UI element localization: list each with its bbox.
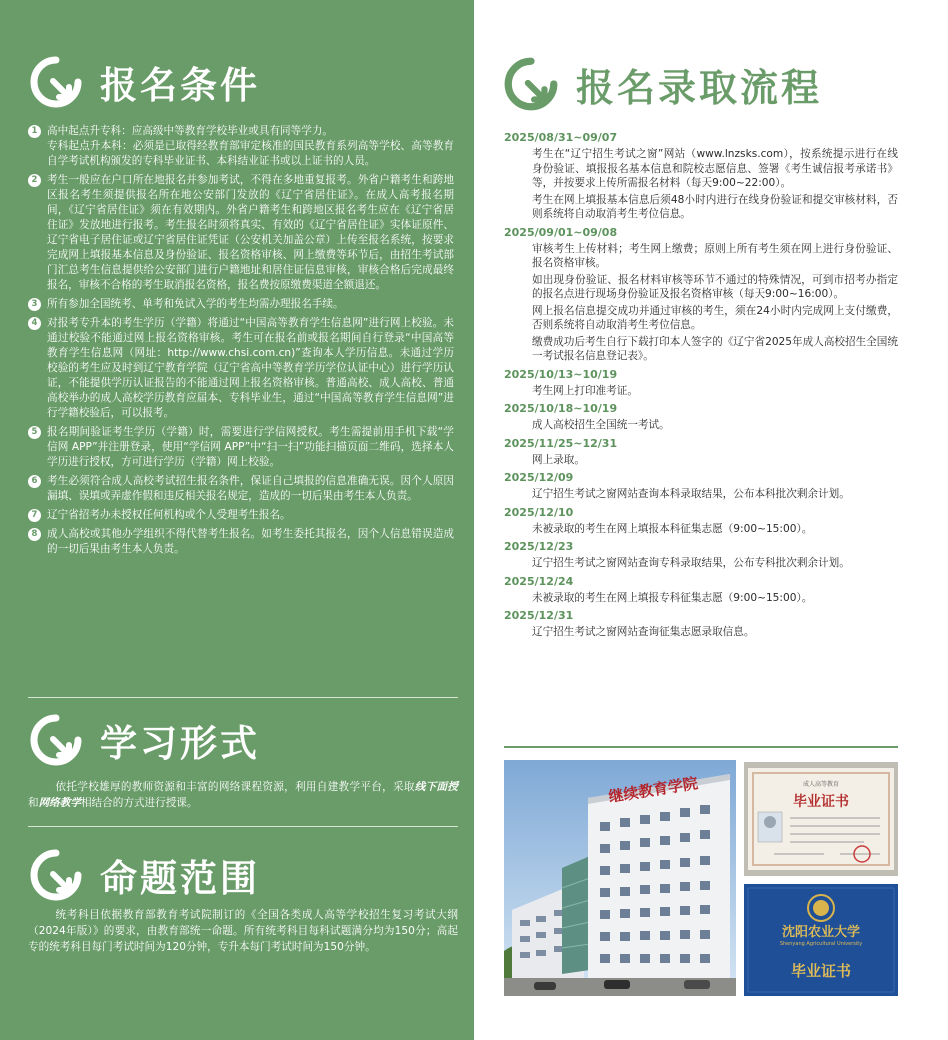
section-title: 命题范围 <box>100 856 260 900</box>
condition-item <box>28 297 454 312</box>
flow-item: 成人高校招生全国统一考试。 <box>532 419 670 431</box>
cert-school-en: Shenyang Agricultural University <box>779 941 863 947</box>
section-title: 报名录取流程 <box>576 64 823 110</box>
scope-paragraph: 统考科目依据教育部教育考试院制订的《全国各类成人高等学校招生复习考试大纲（2024年版）》的要求，由教育部统一命题。所有统考科目每科试题满分均为150分；高起专的统考科目每门考试时间为120分钟，专升本每门考试时间为150分钟。 <box>28 909 458 953</box>
condition-line: 对报考专升本的考生学历（学籍）将通过“中国高等教育学生信息网”进行网上校验。未通过校验不能通过网上报名资格审核。考生可在报名前或报名期间自行登录“中国高等教育学生信息网（网址：http://www.chsi.com.cn)”查询本人学历信息。未通过学历校验的考生应及时到辽宁教育学院（辽宁省高中等教育学历学位认证中心）进行学历认证，不能提供学历认证报告的不能通过网上报名资格审核。普通高校、成人高校、普通高校举办的成人高校学历教育应届本、专科毕业生，通过“中国高等教育学生信息网”进行学籍校验后，可以报考。 <box>47 317 454 419</box>
condition-item <box>28 173 454 293</box>
study-text: 依托学校雄厚的教师资源和丰富的网络课程资源，利用自建教学平台，采取 <box>55 781 415 793</box>
flow-date: 2025/11/25~12/31 <box>504 436 618 450</box>
flow-date: 2025/10/13~10/19 <box>504 367 618 381</box>
flow-date: 2025/12/31 <box>504 609 574 622</box>
flow-date: 2025/08/31~09/07 <box>504 131 618 144</box>
flow-item: 辽宁招生考试之窗网站查询征集志愿录取信息。 <box>532 626 755 638</box>
flow-item: 辽宁招生考试之窗网站查询专科录取结果，公布专科批次剩余计划。 <box>532 557 850 569</box>
condition-number-badge: 4 <box>28 317 41 330</box>
flow-date: 2025/09/01~09/08 <box>504 225 618 239</box>
cert-header: 成人高等教育 <box>802 781 840 788</box>
q-arrow-icon <box>28 847 84 903</box>
condition-line: 报名期间验证考生学历（学籍）时，需要进行学信网授权。考生需提前用手机下载“学信网 APP”并注册登录，使用“学信网 APP”中“扫一扫”功能扫描页面二维码，选择本人学历进行授权，方可进行学历（学籍）网上校验。 <box>47 426 454 468</box>
flow-item: 网上报名信息提交成功并通过审核的考生，须在24小时内完成网上支付缴费，否则系统将自动取消考生考位信息。 <box>532 304 898 331</box>
cert-school: 沈阳农业大学 <box>781 925 861 940</box>
condition-item <box>28 527 454 557</box>
certificate-photo <box>744 762 898 876</box>
flow-item: 考生网上打印准考证。 <box>532 384 638 397</box>
cert-title: 毕业证书 <box>790 962 852 980</box>
condition-text <box>47 508 454 523</box>
condition-line: 考生一般应在户口所在地报名并参加考试，不得在多地重复报考。外省户籍考生和跨地区报名考生须提供报名所在地公安部门发放的《辽宁省居住证》。在成人高考报名期间，《辽宁省居住证》须在有效期内。外省户籍考生和跨地区报名考生应在《辽宁省居住证》发放地进行报考。考生报名时须将真实、有效的《辽宁省居住证》实体证原件、辽宁省电子居住证或辽宁省居住证凭证（公安机关加盖公章）上传至报名系统，按要求完成网上填报基本信息及身份验证、报名资格审核、网上缴费等环节后，由招生考试部门汇总考生信息提供给公安部门进行户籍地址和居住证信息审核，审核合格后完成最终报名，审核不合格的考生取消报名资格，报名费按原缴费渠道全额退还。 <box>47 174 454 291</box>
condition-item <box>28 508 454 523</box>
conditions-heading <box>28 52 260 112</box>
cert-title: 毕业证书 <box>793 794 849 810</box>
condition-number-badge: 3 <box>28 298 41 311</box>
condition-number-badge: 7 <box>28 509 41 522</box>
condition-text <box>47 173 454 293</box>
condition-number-badge: 8 <box>28 528 41 541</box>
flow-item: 审核考生上传材料；考生网上缴费；原则上所有考生须在网上进行身份验证、报名资格审核。 <box>532 242 898 269</box>
flow-item: 未被录取的考生在网上填报专科征集志愿（9:00~15:00）。 <box>532 591 813 604</box>
divider <box>28 697 458 698</box>
study-emphasis: 网络教学 <box>38 797 81 809</box>
scope-heading <box>28 845 260 905</box>
condition-text <box>47 474 454 504</box>
condition-item <box>28 124 454 169</box>
flow-item: 网上录取。 <box>532 453 585 466</box>
flow-heading <box>502 52 822 116</box>
section-title: 学习形式 <box>100 721 260 765</box>
condition-item <box>28 425 454 470</box>
condition-item <box>28 316 454 421</box>
condition-text <box>47 316 454 421</box>
condition-number-badge: 2 <box>28 174 41 187</box>
flow-item: 未被录取的考生在网上填报本科征集志愿（9:00~15:00）。 <box>532 522 813 535</box>
flow-item: 如出现身份验证、报名材料审核等环节不通过的特殊情况，可到市招考办指定的报名点进行现场身份验证及报名资格审核（每天9:00~16:00）。 <box>532 273 898 300</box>
divider <box>28 826 458 827</box>
condition-text <box>47 425 454 470</box>
flow-timeline <box>504 127 898 641</box>
study-text: 相结合的方式进行授课。 <box>80 797 198 809</box>
study-heading <box>28 710 260 770</box>
condition-line: 高中起点升专科：应高级中等教育学校毕业或具有同等学力。 <box>47 125 334 137</box>
flow-item: 考生在“辽宁招生考试之窗”网站（www.lnzsks.com），按系统提示进行在线身份验证、填报报名基本信息和院校志愿信息、签署《考生诚信报考承诺书》等，并按要求上传所需报名材料（每天9:00~22:00）。 <box>532 148 898 189</box>
section-title: 报名条件 <box>100 63 260 107</box>
flow-item: 辽宁招生考试之窗网站查询本科录取结果，公布本科批次剩余计划。 <box>532 488 850 500</box>
diploma-cover-photo <box>744 884 898 996</box>
condition-number-badge: 1 <box>28 125 41 138</box>
flow-item: 考生在网上填报基本信息后须48小时内进行在线身份验证和提交审核材料，否则系统将自动取消考生考位信息。 <box>532 193 898 220</box>
condition-line: 专科起点升本科：必须是已取得经教育部审定核准的国民教育系列高等学校、高等教育自学考试机构颁发的专科毕业证书、本科结业证书或以上证书的人员。 <box>47 140 454 167</box>
study-paragraph <box>28 779 458 811</box>
flow-date: 2025/10/18~10/19 <box>504 402 618 415</box>
flow-item: 缴费成功后考生自行下载打印本人签字的《辽宁省2025年成人高校招生全国统一考试报名信息登记表》。 <box>532 335 898 362</box>
condition-line: 成人高校或其他办学组织不得代替考生报名。如考生委托其报名，因个人信息错误造成的一切后果由考生本人负责。 <box>47 528 454 555</box>
q-arrow-icon <box>28 712 84 768</box>
flow-date: 2025/12/09 <box>504 471 574 484</box>
condition-line: 考生必须符合成人高校考试招生报名条件，保证自己填报的信息准确无误。因个人原因漏填、误填或弄虚作假和违反相关报名规定，造成的一切后果由考生本人负责。 <box>47 475 454 502</box>
study-emphasis: 线下面授 <box>414 781 458 793</box>
building-sign: 继续教育学院 <box>607 774 700 806</box>
condition-number-badge: 6 <box>28 475 41 488</box>
flow-date: 2025/12/10 <box>504 505 574 519</box>
q-arrow-icon <box>502 55 560 113</box>
conditions-list <box>28 124 454 561</box>
flow-date: 2025/12/23 <box>504 540 574 553</box>
condition-text <box>47 297 454 312</box>
condition-line: 辽宁省招考办未授权任何机构或个人受理考生报名。 <box>47 509 291 521</box>
campus-building-photo <box>504 760 736 996</box>
q-arrow-icon <box>28 54 84 110</box>
condition-number-badge: 5 <box>28 426 41 439</box>
condition-text <box>47 527 454 557</box>
divider <box>504 746 898 748</box>
condition-line: 所有参加全国统考、单考和免试入学的考生均需办理报名手续。 <box>47 298 344 310</box>
flow-date: 2025/12/24 <box>504 574 574 588</box>
study-text: 和 <box>28 797 39 809</box>
condition-item <box>28 474 454 504</box>
condition-text <box>47 124 454 169</box>
